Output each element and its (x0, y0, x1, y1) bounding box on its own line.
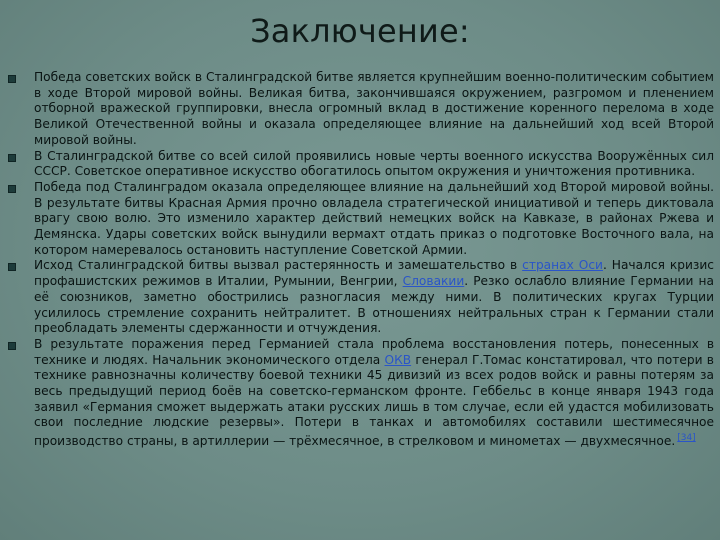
bullet-text: генерал Г.Томас констатировал, что потери в технике равнозначны количеству боевой техники 45 дивизий из всех родов войск и равны потерям за весь предыдущий период боёв на советско-германском фронте. Геббельс в конце января 1943 года заявил «Германия сможет выдержать атаки русских лишь в том случае, если ей удастся мобилизовать свои последние людские резервы». Потери в танках и автомобилях составили шестимесячное производство страны, в артиллерии — трёхмесячное, в стрелковом и минометах — двухмесячное. (34, 352, 714, 449)
bullet-text: Победа советских войск в Сталинградской битве является крупнейшим военно-политическим событием в ходе Второй мировой войны. Великая битва, закончившаяся окружением, разгромом и пленением отборной вражеской группировки, внесла огромный вклад в достижение коренного перелома в ходе Великой Отечественной войны и оказала определяющее влияние на дальнейший ход всей Второй мировой войны. (34, 70, 714, 147)
bullet-text: . Резко ослабло влияние Германии на её союзников, заметно обострились разногласия между ними. В политических кругах Турции усилилось стремление сохранить нейтралитет. В отношениях нейтральных стран к Германии стали преобладать элементы сдержанности и отчуждения. (34, 274, 714, 336)
square-bullet-icon (8, 75, 16, 83)
bullet-list (8, 70, 714, 450)
bullet-text: В Сталинградской битве со всей силой проявились новые черты военного искусства Вооружённых сил СССР. Советское оперативное искусство обогатилось опытом окружения и уничтожения противника. (34, 148, 714, 179)
bullet-item-3 (8, 180, 714, 259)
square-bullet-icon (8, 342, 16, 350)
square-bullet-icon (8, 185, 16, 193)
bullet-text: Победа под Сталинградом оказала определяющее влияние на дальнейший ход Второй мировой войны. В результате битвы Красная Армия прочно овладела стратегической инициативой и теперь диктовала врагу свою волю. Это изменило характер действий немецких войск на Кавказе, в районах Ржева и Демянска. Удары советских войск вынудили вермахт отдать приказ о подготовке Восточного вала, на котором намеревалось остановить наступление Советской Армии. (34, 179, 714, 257)
slide-title: Заключение: (250, 12, 470, 50)
link-slovakia[interactable]: Словакии (402, 274, 465, 289)
square-bullet-icon (8, 263, 16, 271)
bullet-item-4 (8, 258, 714, 337)
bullet-item-1 (8, 70, 714, 149)
reference-link[interactable]: [34] (677, 433, 696, 444)
bullet-text: Исход Сталинградской битвы вызвал растерянность и замешательство в (34, 258, 523, 273)
bullet-text: . Начался кризис профашистских режимов в Италии, Румынии, Венгрии, (34, 258, 714, 289)
bullet-item-2 (8, 149, 714, 180)
square-bullet-icon (8, 154, 16, 162)
bullet-text: В результате поражения перед Германией стала проблема восстановления потерь, понесенных в технике и людях. Начальник экономического отдела (34, 336, 714, 367)
link-okw[interactable]: ОКВ (384, 352, 412, 367)
link-axis-countries[interactable]: странах Оси (522, 258, 603, 273)
bullet-item-5 (8, 337, 714, 450)
